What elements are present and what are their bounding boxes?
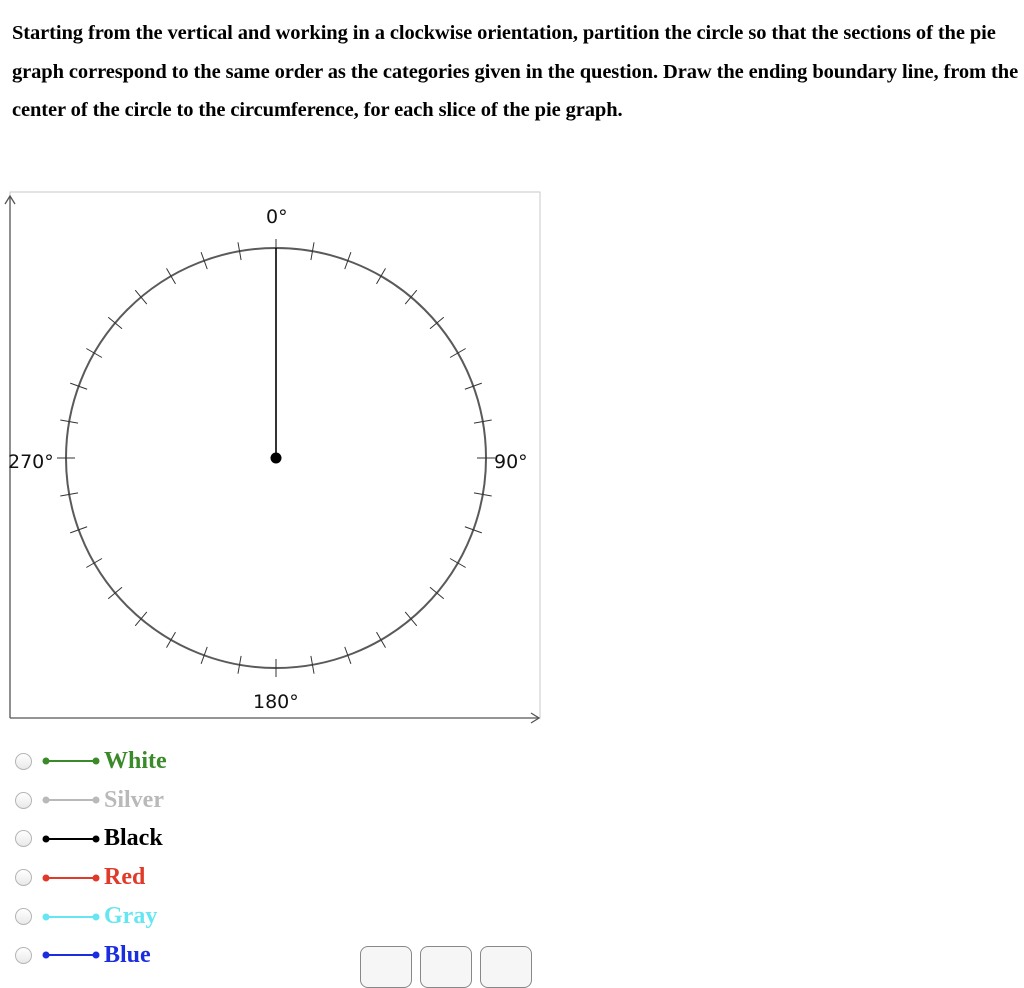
- legend-item-blue[interactable]: [15, 936, 167, 975]
- legend-label: Black: [104, 825, 163, 852]
- legend-label: Red: [104, 864, 146, 891]
- line-sample-icon: [36, 911, 102, 923]
- label-270-degrees: 270°: [8, 451, 54, 473]
- legend-item-white[interactable]: [15, 742, 167, 781]
- line-sample-icon: [36, 794, 102, 806]
- legend-item-silver[interactable]: [15, 781, 167, 820]
- radio-button[interactable]: [15, 830, 32, 847]
- label-180-degrees: 180°: [253, 691, 299, 713]
- toolbar-button[interactable]: [480, 946, 532, 988]
- legend-item-gray[interactable]: [15, 897, 167, 936]
- legend-label: Gray: [104, 903, 158, 930]
- radio-button[interactable]: [15, 947, 32, 964]
- legend-label: Blue: [104, 941, 151, 968]
- toolbar-button[interactable]: [420, 946, 472, 988]
- category-legend: [15, 742, 167, 975]
- line-sample-icon: [36, 872, 102, 884]
- legend-item-black[interactable]: [15, 820, 167, 859]
- radio-button[interactable]: [15, 908, 32, 925]
- radio-button[interactable]: [15, 869, 32, 886]
- instructions-text: Starting from the vertical and working in a clockwise orientation, partition the circle so that the sections of the pie graph correspond to the same order as the categories given in the question. Draw the ending boundary line, from the center of the circle to the circumference, for each slice of the pie graph.: [12, 22, 1019, 121]
- radio-button[interactable]: [15, 753, 32, 770]
- line-sample-icon: [36, 755, 102, 767]
- label-90-degrees: 90°: [494, 451, 528, 473]
- legend-label: White: [104, 747, 167, 774]
- line-sample-icon: [36, 833, 102, 845]
- legend-item-red[interactable]: [15, 858, 167, 897]
- toolbar-button[interactable]: [360, 946, 412, 988]
- bottom-toolbar: [360, 946, 532, 988]
- center-point[interactable]: [271, 453, 282, 464]
- legend-label: Silver: [104, 786, 164, 813]
- pie-graph-canvas[interactable]: [0, 190, 560, 735]
- line-sample-icon: [36, 949, 102, 961]
- radio-button[interactable]: [15, 792, 32, 809]
- label-0-degrees: 0°: [266, 206, 288, 228]
